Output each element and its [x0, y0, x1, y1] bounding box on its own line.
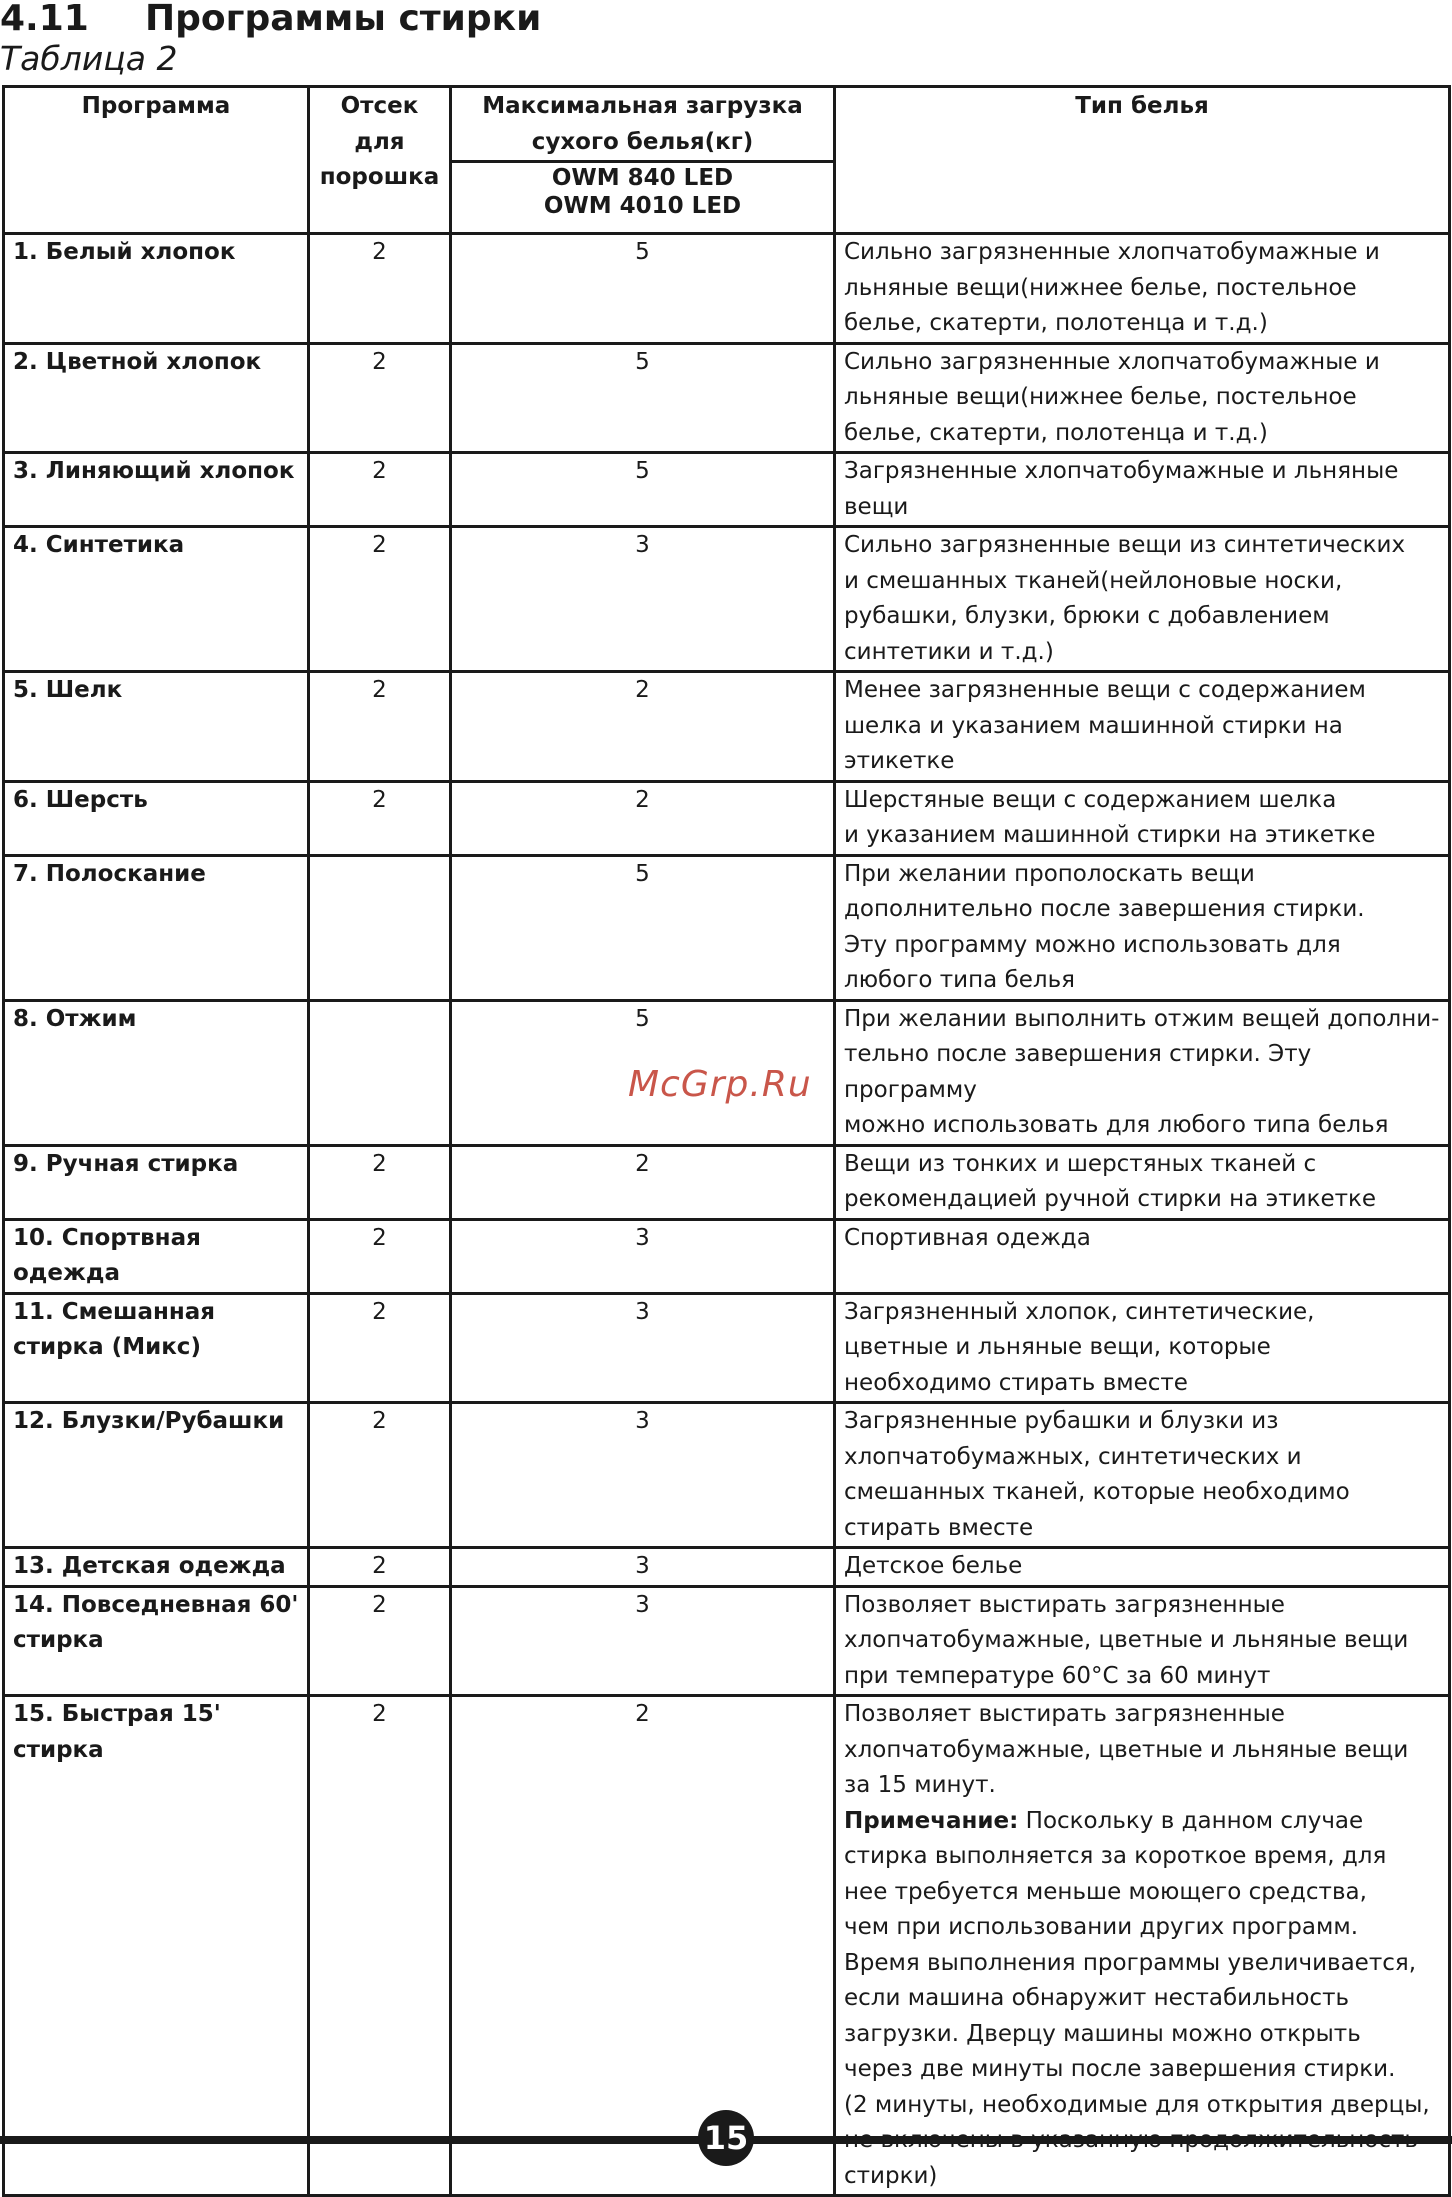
program-name: 9. Ручная стирка	[4, 1145, 309, 1219]
table-row	[4, 527, 1450, 672]
table-row	[4, 781, 1450, 855]
load-value: 3	[451, 1548, 835, 1587]
compartment-value: 2	[309, 1145, 451, 1219]
load-value: 2	[451, 1696, 835, 2196]
table-body	[4, 234, 1450, 2196]
table-row	[4, 855, 1450, 1000]
table-caption: Таблица 2	[0, 39, 178, 78]
load-value: 5	[451, 343, 835, 453]
program-name: 6. Шерсть	[4, 781, 309, 855]
program-name: 13. Детская одежда	[4, 1548, 309, 1587]
program-name: 12. Блузки/Рубашки	[4, 1403, 309, 1548]
load-value: 5	[451, 453, 835, 527]
laundry-type: Загрязненный хлопок, синтетические, цветные и льняные вещи, которые необходимо стирать вместе	[835, 1293, 1450, 1403]
laundry-type: При желании выполнить отжим вещей дополни- тельно после завершения стирки. Эту программу можно использовать для любого типа белья	[835, 1000, 1450, 1145]
laundry-type: Загрязненные рубашки и блузки из хлопчатобумажных, синтетических и смешанных тканей, которые необходимо стирать вместе	[835, 1403, 1450, 1548]
compartment-value: 2	[309, 1219, 451, 1293]
section-heading	[0, 0, 541, 40]
load-value: 3	[451, 1586, 835, 1696]
table-row	[4, 1403, 1450, 1548]
laundry-type: Спортивная одежда	[835, 1219, 1450, 1293]
program-name: 5. Шелк	[4, 672, 309, 782]
compartment-value: 2	[309, 234, 451, 344]
compartment-value: 2	[309, 1548, 451, 1587]
table-row	[4, 453, 1450, 527]
programs-table	[2, 85, 1451, 2197]
laundry-type: Позволяет выстирать загрязненные хлопчатобумажные, цветные и льняные вещи за 15 минут. Примечание: Поскольку в данном случае стирка выполняется за короткое время, для нее требуется меньше моющего средства, чем при использовании других программ. Время выполнения программы увеличивается, если машина обнаружит нестабильность загрузки. Дверцу машины можно открыть через две минуты после завершения стирки. (2 минуты, необходимые для открытия дверцы, стирки)	[835, 1696, 1450, 2196]
program-name: 4. Синтетика	[4, 527, 309, 672]
header-type: Тип белья	[835, 87, 1450, 234]
compartment-value	[309, 1000, 451, 1145]
load-value: 3	[451, 1293, 835, 1403]
section-number: 4.11	[0, 0, 89, 39]
program-name: 3. Линяющий хлопок	[4, 453, 309, 527]
load-value: 2	[451, 781, 835, 855]
table-row	[4, 672, 1450, 782]
note-label: Примечание:	[844, 1807, 1019, 1834]
load-value: 2	[451, 672, 835, 782]
table-row	[4, 1219, 1450, 1293]
load-value: 3	[451, 1403, 835, 1548]
table-row	[4, 343, 1450, 453]
laundry-type: Сильно загрязненные хлопчатобумажные и льняные вещи(нижнее белье, постельное белье, скатерти, полотенца и т.д.)	[835, 343, 1450, 453]
laundry-type: Детское белье	[835, 1548, 1450, 1587]
load-value: 3	[451, 527, 835, 672]
compartment-value: 2	[309, 1696, 451, 2196]
program-name: 15. Быстрая 15' стирка	[4, 1696, 309, 2196]
table-row	[4, 1586, 1450, 1696]
load-value: 5	[451, 855, 835, 1000]
table-row	[4, 234, 1450, 344]
compartment-value: 2	[309, 527, 451, 672]
laundry-type: Сильно загрязненные хлопчатобумажные и льняные вещи(нижнее белье, постельное белье, скатерти, полотенца и т.д.)	[835, 234, 1450, 344]
program-name: 8. Отжим	[4, 1000, 309, 1145]
compartment-value	[309, 855, 451, 1000]
header-compartment: Отсек для порошка	[309, 87, 451, 234]
header-max-load: Максимальная загрузка сухого белья(кг)	[451, 87, 835, 162]
program-name: 10. Спортвная одежда	[4, 1219, 309, 1293]
compartment-value: 2	[309, 781, 451, 855]
load-value: 3	[451, 1219, 835, 1293]
laundry-type: Загрязненные хлопчатобумажные и льняные вещи	[835, 453, 1450, 527]
load-value: 5	[451, 234, 835, 344]
laundry-type: Вещи из тонких и шерстяных тканей с рекомендацией ручной стирки на этикетке	[835, 1145, 1450, 1219]
program-name: 14. Повседневная 60' стирка	[4, 1586, 309, 1696]
compartment-value: 2	[309, 672, 451, 782]
table-row	[4, 1548, 1450, 1587]
section-title: Программы стирки	[145, 0, 542, 39]
table-row	[4, 1293, 1450, 1403]
program-name: 2. Цветной хлопок	[4, 343, 309, 453]
laundry-type: При желании прополоскать вещи дополнительно после завершения стирки. Эту программу можно использовать для любого типа белья	[835, 855, 1450, 1000]
program-name: 1. Белый хлопок	[4, 234, 309, 344]
watermark: McGrp.Ru	[628, 1064, 812, 1105]
header-models: OWM 840 LED OWM 4010 LED	[451, 162, 835, 234]
laundry-type: Менее загрязненные вещи с содержанием шелка и указанием машинной стирки на этикетке	[835, 672, 1450, 782]
compartment-value: 2	[309, 1403, 451, 1548]
table-row	[4, 1145, 1450, 1219]
compartment-value: 2	[309, 453, 451, 527]
program-name: 11. Смешанная стирка (Микс)	[4, 1293, 309, 1403]
laundry-type: Шерстяные вещи с содержанием шелка и указанием машинной стирки на этикетке	[835, 781, 1450, 855]
laundry-type: Сильно загрязненные вещи из синтетических и смешанных тканей(нейлоновые носки, рубашки, блузки, брюки с добавлением синтетики и т.д.)	[835, 527, 1450, 672]
load-value: 5	[451, 1000, 835, 1145]
compartment-value: 2	[309, 1586, 451, 1696]
program-name: 7. Полоскание	[4, 855, 309, 1000]
header-program: Программа	[4, 87, 309, 234]
laundry-type: Позволяет выстирать загрязненные хлопчатобумажные, цветные и льняные вещи при температуре 60°C за 60 минут	[835, 1586, 1450, 1696]
compartment-value: 2	[309, 1293, 451, 1403]
compartment-value: 2	[309, 343, 451, 453]
page-number: 15	[698, 2110, 754, 2166]
load-value: 2	[451, 1145, 835, 1219]
